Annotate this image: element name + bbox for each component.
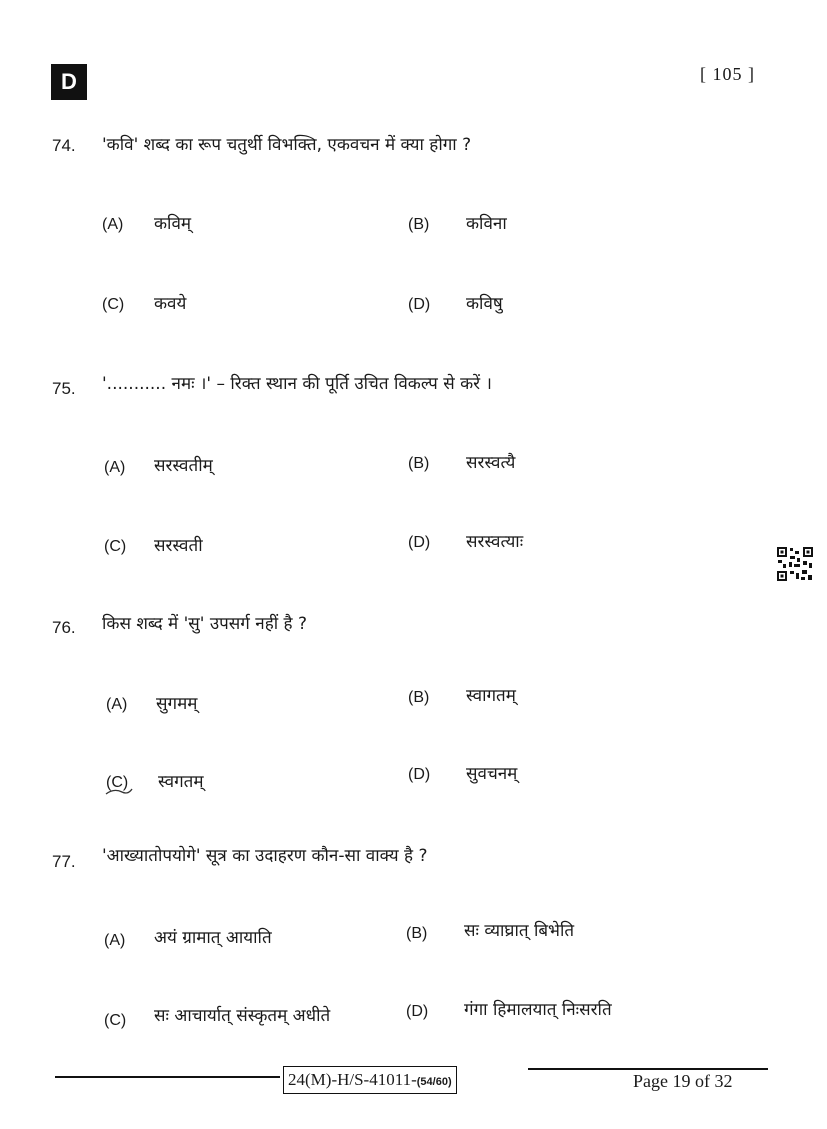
option-label-a[interactable]: (A) xyxy=(106,696,128,713)
footer-rule-left xyxy=(55,1076,280,1078)
question-number: 75. xyxy=(52,379,76,398)
option-text-c[interactable]: स्वगतम् xyxy=(158,772,204,792)
option-label-d[interactable]: (D) xyxy=(408,534,431,551)
option-label-d[interactable]: (D) xyxy=(408,296,431,313)
option-text-a[interactable]: अयं ग्रामात् आयाति xyxy=(154,928,272,948)
question-text: किस शब्द में 'सु' उपसर्ग नहीं है ? xyxy=(102,614,307,634)
option-text-a[interactable]: सरस्वतीम् xyxy=(154,456,213,476)
option-text-d[interactable]: सुवचनम् xyxy=(466,764,518,784)
paper-code-main: 24(M)-H/S-41011- xyxy=(288,1070,417,1089)
option-text-b[interactable]: सः व्याघ्रात् बिभेति xyxy=(464,921,575,941)
paper-code xyxy=(283,1066,457,1094)
option-label-d[interactable]: (D) xyxy=(408,766,431,783)
qr-code-icon xyxy=(776,546,814,582)
option-text-d[interactable]: गंगा हिमालयात् निःसरति xyxy=(464,1000,612,1020)
page-reference-number: [ 105 ] xyxy=(700,64,755,84)
question-text: '........... नमः ।' – रिक्त स्थान की पूर्ति उचित विकल्प से करें । xyxy=(102,374,492,394)
option-text-c[interactable]: सः आचार्यात् संस्कृतम् अधीते xyxy=(154,1006,331,1026)
option-text-b[interactable]: कविना xyxy=(466,214,507,234)
question-number: 77. xyxy=(52,852,76,871)
option-label-b[interactable]: (B) xyxy=(408,689,430,706)
question-text: 'कवि' शब्द का रूप चतुर्थी विभक्ति, एकवचन में क्या होगा ? xyxy=(102,135,472,155)
pen-mark xyxy=(104,786,134,798)
option-label-a[interactable]: (A) xyxy=(104,459,126,476)
option-label-b[interactable]: (B) xyxy=(408,216,430,233)
option-text-b[interactable]: स्वागतम् xyxy=(466,686,516,706)
option-text-a[interactable]: सुगमम् xyxy=(156,694,198,714)
option-label-b[interactable]: (B) xyxy=(408,455,430,472)
question-number: 74. xyxy=(52,136,76,155)
option-text-a[interactable]: कविम् xyxy=(154,214,192,234)
question-number: 76. xyxy=(52,618,76,637)
page-number: Page 19 of 32 xyxy=(633,1071,733,1091)
option-text-c[interactable]: सरस्वती xyxy=(154,536,203,556)
paper-code-small: (54/60) xyxy=(416,1076,452,1088)
option-label-b[interactable]: (B) xyxy=(406,925,428,942)
option-text-d[interactable]: सरस्वत्याः xyxy=(466,532,524,552)
option-label-c[interactable]: (C) xyxy=(104,1012,127,1029)
option-label-a[interactable]: (A) xyxy=(104,932,126,949)
option-label-d[interactable]: (D) xyxy=(406,1003,429,1020)
option-label-a[interactable]: (A) xyxy=(102,216,124,233)
option-label-c[interactable]: (C) xyxy=(106,774,129,791)
question-text: 'आख्यातोपयोगे' सूत्र का उदाहरण कौन-सा वाक्य है ? xyxy=(102,846,428,866)
option-text-d[interactable]: कविषु xyxy=(466,294,503,314)
footer-rule-right xyxy=(528,1068,768,1070)
option-label-c[interactable]: (C) xyxy=(104,538,127,555)
set-code-badge: D xyxy=(51,64,87,100)
option-text-b[interactable]: सरस्वत्यै xyxy=(466,453,516,473)
option-label-c[interactable]: (C) xyxy=(102,296,125,313)
option-text-c[interactable]: कवये xyxy=(154,294,187,314)
